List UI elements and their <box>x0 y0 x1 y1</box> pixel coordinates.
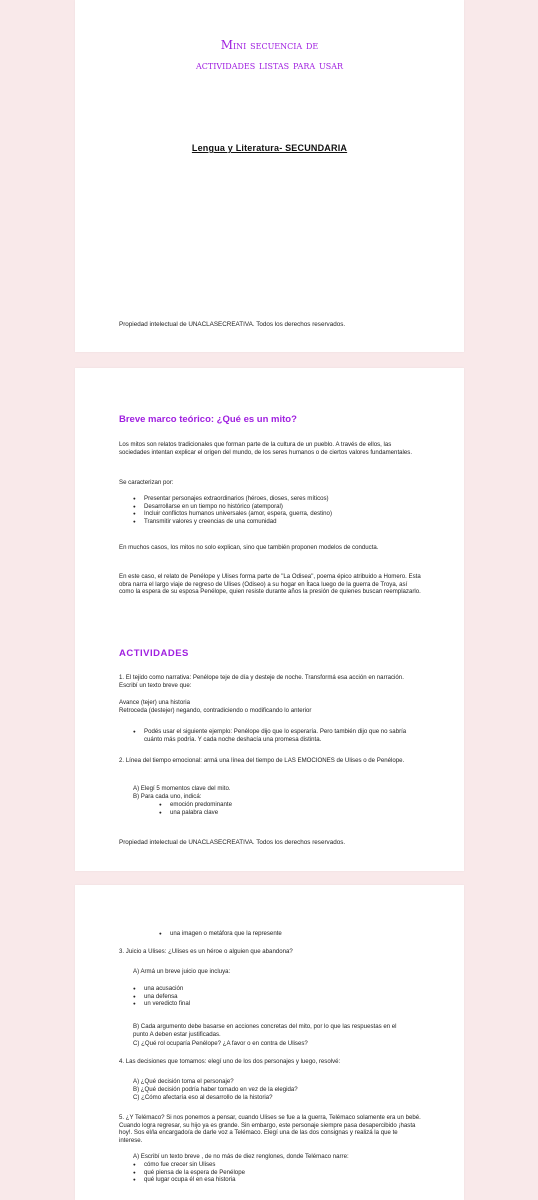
models-paragraph: En muchos casos, los mitos no solo explican, sino que también proponen modelos de conducta. <box>119 544 379 551</box>
cover-page <box>75 0 464 352</box>
activity-3-list <box>133 985 333 1008</box>
list-item: ● qué lugar ocupa él en esa historia <box>133 1176 353 1184</box>
activity-5-list <box>133 1161 353 1184</box>
activity-1-line2: Retroceda (destejer) negando, contradiciendo o modificando lo anterior <box>119 707 312 714</box>
characteristics-list <box>133 495 413 526</box>
list-item: ● un veredicto final <box>133 1000 333 1008</box>
activity-3-a: A) Armá un breve juicio que incluya: <box>133 968 231 975</box>
subject-title: Lengua y Literatura- SECUNDARIA <box>191 143 348 153</box>
continued-list <box>159 930 409 938</box>
activity-2: 2. Línea del tiempo emocional: armá una línea del tiempo de LAS EMOCIONES de Ulises o de Penélope. <box>119 757 405 764</box>
activity-5-a: A) Escribí un texto breve , de no más de diez renglones, donde Telémaco narre: <box>133 1153 349 1160</box>
theory-page <box>75 368 464 871</box>
activity-4-a: A) ¿Qué decisión toma el personaje? <box>133 1078 234 1085</box>
activity-4-b: B) ¿Qué decisión podría haber tomado en vez de la elegida? <box>133 1086 298 1093</box>
activity-1-line1: Avance (tejer) una historia <box>119 699 191 706</box>
characterize-label: Se caracterizan por: <box>119 479 174 486</box>
list-item: ● Desarrollarse en un tiempo no histórico (atemporal) <box>133 503 413 511</box>
activity-2-sublist <box>159 801 359 816</box>
odyssey-paragraph: En este caso, el relato de Penélope y Ulises forma parte de "La Odisea", poema épico atribuido a Homero. Esta obra narra el largo viaje de regreso de Ulises (Odiseo) a su hogar en Ítaca luego de la guerra de Troya, así como la espera de su esposa Penélope, quien resiste durante años la presión de quienes buscan reemplazarlo. <box>119 573 421 596</box>
activity-1: 1. El tejido como narrativa: Penélope teje de día y desteje de noche. Transformá esa acción en narración. Escribí un texto breve que: <box>119 674 404 689</box>
activity-3: 3. Juicio a Ulises: ¿Ulises es un héroe o alguien que abandona? <box>119 948 293 955</box>
activity-4-c: C) ¿Cómo afectaría eso al desarrollo de la historia? <box>133 1094 273 1101</box>
activity-4: 4. Las decisiones que tomamos: elegí uno de los dos personajes y luego, resolvé: <box>119 1058 341 1065</box>
cover-footer: Propiedad intelectual de UNACLASECREATIVA. Todos los derechos reservados. <box>119 321 346 328</box>
list-item: ● una acusación <box>133 985 333 993</box>
theory-heading: Breve marco teórico: ¿Qué es un mito? <box>119 414 297 425</box>
list-item: ● una imagen o metáfora que la represente <box>159 930 409 938</box>
list-item: ● Presentar personajes extraordinarios (héroes, dioses, seres míticos) <box>133 495 413 503</box>
activity-3-b: B) Cada argumento debe basarse en acciones concretas del mito, por lo que las respuestas en el punto A deben estar justificadas. <box>133 1023 397 1038</box>
activity-3-c: C) ¿Qué rol ocuparía Penélope? ¿A favor o en contra de Ulises? <box>133 1040 308 1047</box>
cover-title-line1: Mini secuencia de <box>220 38 319 52</box>
list-item: ● qué piensa de la espera de Penélope <box>133 1169 353 1177</box>
activity-5: 5. ¿Y Telémaco? Si nos ponemos a pensar, cuando Ulises se fue a la guerra, Telémaco solamente era un bebé. Cuando logra regresar, su hijo ya es grande. Sin embargo, este personaje siempre pasa desapercibido ¡hasta hoy!. Sos el/la encargado/a de darle voz a Telémaco. Elegí una de las dos consignas y realizá la que te interese. <box>119 1114 421 1144</box>
list-item: ● Incluir conflictos humanos universales (amor, espera, guerra, destino) <box>133 510 413 518</box>
intro-paragraph: Los mitos son relatos tradicionales que forman parte de la cultura de un pueblo. A través de ellos, las sociedades intentan explicar el origen del mundo, de los seres humanos o de ciertos valores fundamentales. <box>119 441 413 456</box>
activities-page <box>75 885 464 1200</box>
activities-heading: ACTIVIDADES <box>119 648 189 659</box>
activity-2-b: B) Para cada uno, indicá: <box>133 793 202 800</box>
list-item: ● Transmitir valores y creencias de una comunidad <box>133 518 413 526</box>
cover-title-line2: actividades listas para usar <box>195 58 344 72</box>
list-item: ● emoción predominante <box>159 801 359 809</box>
list-item: ● una palabra clave <box>159 809 359 817</box>
activity-1-example <box>133 728 421 743</box>
page2-footer: Propiedad intelectual de UNACLASECREATIVA. Todos los derechos reservados. <box>119 839 346 846</box>
list-item: ● una defensa <box>133 993 333 1001</box>
list-item: ● cómo fue crecer sin Ulises <box>133 1161 353 1169</box>
list-item: ● Podés usar el siguiente ejemplo: Penélope dijo que lo esperaría. Pero también dijo que no sabría cuánto más podría. Y cada noche deshacía una promesa distinta. <box>133 728 421 743</box>
activity-2-a: A) Elegí 5 momentos clave del mito. <box>133 785 231 792</box>
